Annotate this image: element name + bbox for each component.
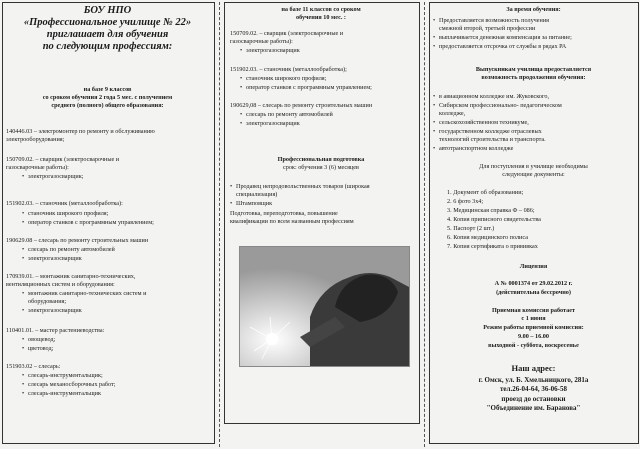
subheading: на базе 9 классов <box>83 86 132 93</box>
heading: по следующим профессиям: <box>42 41 173 52</box>
list-item: • автотранспортном колледже <box>439 145 513 152</box>
paragraph: Подготовка, переподготовка, повышение <box>230 210 338 217</box>
welder-illustration <box>240 247 409 366</box>
profession-title: 150709.02. – сварщик (электросварочные и <box>6 156 120 163</box>
profession-title: 190629.08 – слесарь по ремонту строительных машин <box>6 237 149 244</box>
list-item: • электрогазосварщик <box>246 47 300 54</box>
license-title: Лицензия <box>519 263 548 270</box>
list-item: 4. Копия приписного свидетельства <box>447 216 541 223</box>
profession-title: 170939.01. – монтажник санитарно-технических, <box>6 273 136 280</box>
license-number: А № 0001374 от 29.02.2012 г. <box>494 280 573 287</box>
paragraph: квалификации по всем названным профессиям <box>230 218 354 225</box>
address-line: "Объединение им. Баранова" <box>486 404 581 412</box>
column-right <box>427 0 640 449</box>
profession-title: вентиляционных систем и оборудования: <box>6 281 115 288</box>
subheading: Выпускникам училища предоставляется <box>475 66 592 73</box>
list-item: • монтажник санитарно-технических систем и <box>28 290 146 297</box>
list-item: • государственном колледже отраслевых <box>439 128 542 135</box>
list-item: • электрогазосварщик <box>28 307 82 314</box>
subheading: следующие документы: <box>502 171 565 178</box>
subheading: на базе 11 классов со сроком <box>281 6 361 13</box>
list-item: • выплачивается денежная компенсация за питание; <box>439 34 572 41</box>
list-item: 7. Копия сертификата о прививках <box>447 243 538 250</box>
profession-title: электрооборудования; <box>6 136 65 143</box>
list-item: • оператор станков с программным управлением; <box>246 84 372 91</box>
profession-title: 150709.02. – сварщик (электросварочные и <box>230 30 344 37</box>
list-item: оборудования; <box>28 298 67 305</box>
address-line: проезд до остановки <box>501 395 566 403</box>
list-item: • Продавец непродовольственных товаров (широкая <box>236 183 370 190</box>
list-item: • электрогазосварщик; <box>28 173 83 180</box>
address-title: Наш адрес: <box>511 363 556 373</box>
commission-text: Режим работы приемной комиссии: <box>483 324 584 331</box>
list-item: • слесарь-инструментальщик; <box>28 372 103 379</box>
list-item: • Сибирском профессионально- педагогическом <box>439 102 562 109</box>
welder-photo <box>239 246 410 367</box>
list-item: • в авиационном колледже им. Жуковского, <box>439 93 549 100</box>
subheading: возможность продолжения обучения: <box>481 74 586 81</box>
list-item: • Предоставляется возможность получения <box>439 17 549 24</box>
list-item: • овощевод; <box>28 336 55 343</box>
list-item: • цветовод; <box>28 345 53 352</box>
profession-title: газосварочные работы): <box>6 164 69 171</box>
subheading: Профессиональная подготовка <box>277 156 365 163</box>
heading: приглашает для обучения <box>46 29 169 40</box>
list-item: • сельскохозяйственном техникуме, <box>439 119 529 126</box>
list-item: • предоставляется отсрочка от службы в рядах РА <box>439 43 566 50</box>
list-item: • слесарь-инструментальщик <box>28 390 101 397</box>
list-item: 3. Медицинская справка Ф – 086; <box>447 207 535 214</box>
subheading: обучения 10 мес. : <box>296 14 346 21</box>
subheading: За время обучения: <box>506 6 561 13</box>
subheading: среднего (полного) общего образования: <box>51 102 164 109</box>
fold-line <box>424 2 425 447</box>
profession-title: газосварочные работы): <box>230 38 293 45</box>
profession-title: 151902.03. – станочник (металлообработка); <box>230 66 347 73</box>
commission-text: с 1 июня <box>521 315 546 322</box>
profession-title: 110401.01. – мастер растениеводства: <box>6 327 105 334</box>
list-item: технологий строительства и транспорта. <box>439 136 546 143</box>
column-left <box>0 0 215 449</box>
heading: БОУ НПО <box>83 5 132 16</box>
column-middle <box>222 0 420 449</box>
subheading: Для поступления в училище необходимы <box>479 163 588 170</box>
list-item: • слесарь по ремонту автомобилей <box>246 111 333 118</box>
profession-title: 151903.02 – слесарь: <box>6 363 61 370</box>
list-item: специализация) <box>236 191 278 198</box>
profession-title: 151902.03. – станочник (металлообработка): <box>6 200 123 207</box>
list-item: • электрогазосварщик <box>246 120 300 127</box>
list-item: 1. Документ об образовании; <box>447 189 524 196</box>
list-item: • слесарь механосборочных работ; <box>28 381 115 388</box>
license-validity: (действительна бессрочно) <box>496 289 571 296</box>
heading: «Профессиональное училище № 22» <box>23 17 192 28</box>
list-item: 6. Копия медицинского полиса <box>447 234 528 241</box>
list-item: • станочник широкого профиля; <box>246 75 326 82</box>
subheading: со сроком обучения 2 года 5 мес. с получением <box>42 94 173 101</box>
list-item: 2. 6 фото 3х4; <box>447 198 484 205</box>
address-phone: тел.26-04-64, 36-06-58 <box>499 385 568 393</box>
list-item: • станочник широкого профиля; <box>28 210 108 217</box>
profession-title: 140446.03 – электромонтер по ремонту и обслуживанию <box>6 128 155 135</box>
list-item: смежной второй, третьей профессии <box>439 25 536 32</box>
subheading: срок: обучения 3 (6) месяцев <box>283 164 359 171</box>
list-item: • оператор станков с программным управлением; <box>28 219 154 226</box>
profession-title: 190629,08 – слесарь по ремонту строительных машин <box>230 102 373 109</box>
list-item: • слесарь по ремонту автомобилей <box>28 246 115 253</box>
list-item: • Штамповщик <box>236 200 272 207</box>
commission-days-off: выходной - суббота, воскресенье <box>488 342 579 349</box>
address-line: г. Омск, ул. Б. Хмельницкого, 281а <box>478 376 589 384</box>
commission-text: Приемная комиссия работает <box>491 307 576 314</box>
commission-hours: 9.00 – 16.00 <box>518 333 549 340</box>
list-item: 5. Паспорт (2 шт.) <box>447 225 495 232</box>
fold-line <box>219 2 220 447</box>
list-item: колледже, <box>439 110 466 117</box>
list-item: • электрогазосварщик <box>28 255 82 262</box>
